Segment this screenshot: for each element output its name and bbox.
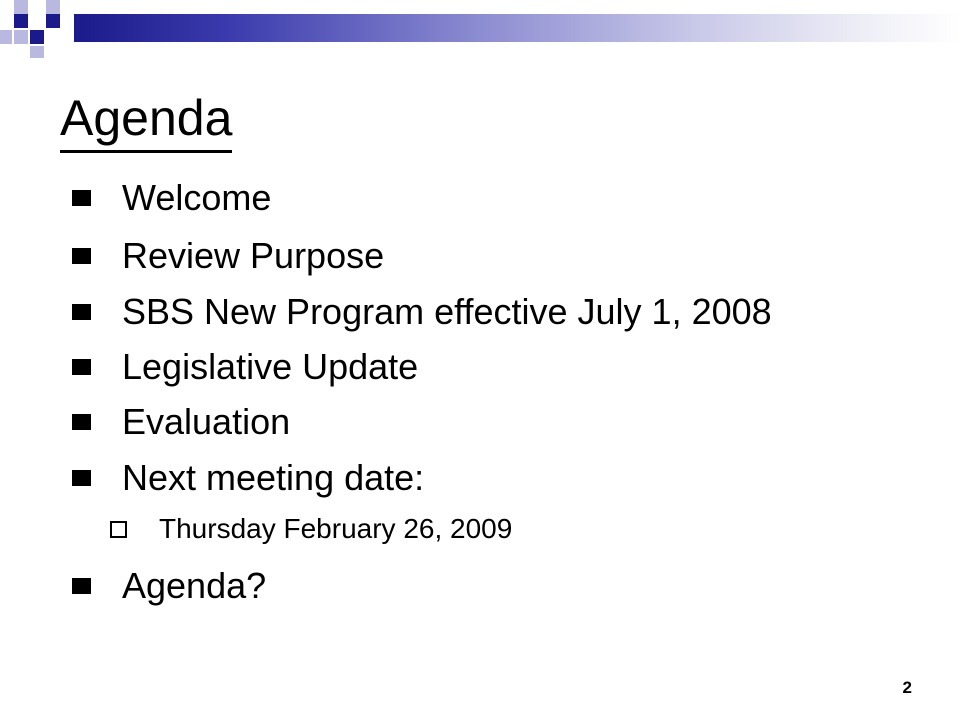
decor-square: [30, 30, 44, 44]
gradient-header-bar: [74, 14, 960, 42]
bullet-text: Next meeting date:: [122, 457, 425, 498]
square-bullet-icon: [72, 359, 91, 375]
decor-square: [46, 0, 60, 14]
bullet-text: Thursday February 26, 2009: [159, 513, 513, 544]
decor-square: [14, 14, 28, 28]
page-number: 2: [902, 678, 912, 697]
square-bullet-icon: [72, 470, 91, 486]
bullet-text: SBS New Program effective July 1, 2008: [122, 291, 772, 332]
slide-title: Agenda: [60, 88, 232, 153]
bullet-text: Legislative Update: [122, 346, 419, 387]
decor-square: [46, 14, 60, 28]
bullet-text: Evaluation: [122, 401, 291, 442]
decor-square: [46, 30, 60, 44]
square-bullet-icon: [72, 304, 91, 320]
square-bullet-icon: [72, 248, 91, 264]
decor-square: [14, 46, 28, 58]
square-bullet-icon: [72, 190, 91, 206]
bullet-text: Welcome: [122, 177, 272, 218]
decor-square: [30, 46, 44, 58]
bullet-text: Agenda?: [122, 565, 267, 606]
hollow-square-bullet-icon: [110, 521, 127, 538]
decor-square: [14, 30, 28, 44]
square-bullet-icon: [72, 414, 91, 430]
bullet-text: Review Purpose: [122, 235, 385, 276]
square-bullet-icon: [72, 578, 91, 594]
decor-square: [30, 14, 44, 28]
decor-square: [14, 0, 28, 14]
decor-square: [0, 30, 12, 44]
